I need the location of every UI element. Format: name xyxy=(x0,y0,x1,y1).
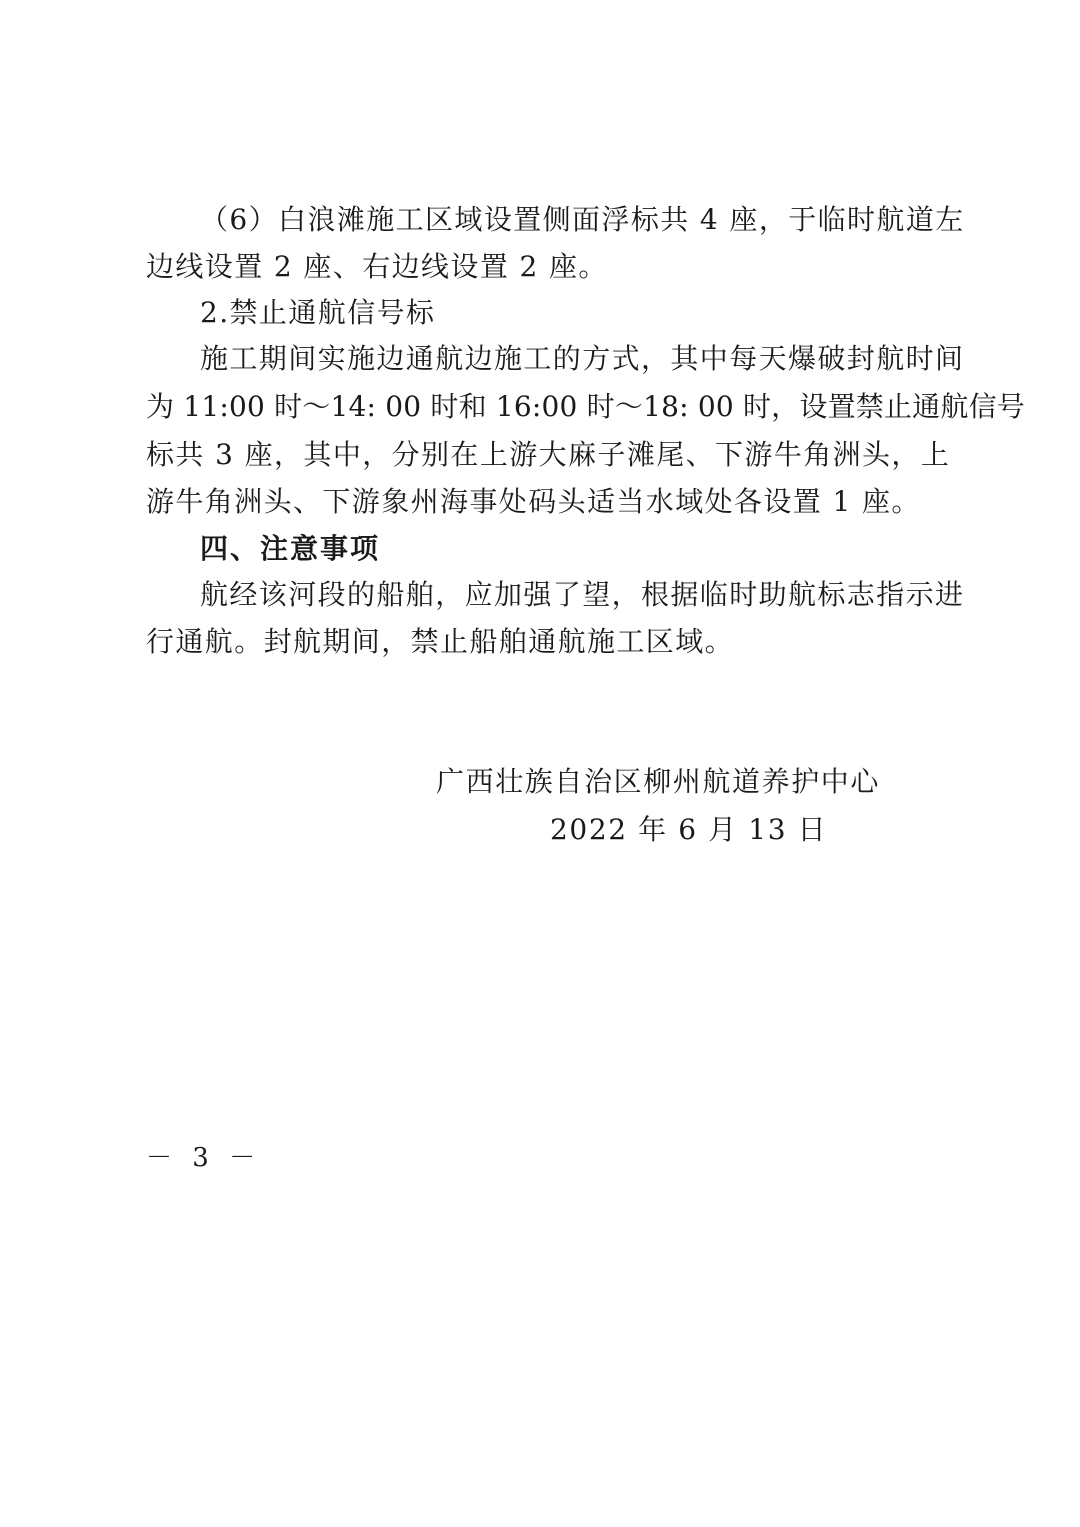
paragraph-line2: 为 11:00 时～14: 00 时和 16:00 时～18: 00 时，设置禁止通航信号 xyxy=(146,390,1025,423)
page-number: － 3 － xyxy=(146,1143,262,1173)
section-heading-notes: 四、注意事项 xyxy=(200,532,381,565)
paragraph-line1: 施工期间实施边通航边施工的方式，其中每天爆破封航时间 xyxy=(200,342,965,375)
paragraph-line3: 标共 3 座，其中，分别在上游大麻子滩尾、下游牛角洲头，上 xyxy=(146,438,951,471)
item6-line1: （6）白浪滩施工区域设置侧面浮标共 4 座，于临时航道左 xyxy=(200,203,965,236)
subheading-no-navigation-signal: 2.禁止通航信号标 xyxy=(200,296,436,329)
item6-line2: 边线设置 2 座、右边线设置 2 座。 xyxy=(146,250,608,283)
signature-date: 2022 年 6 月 13 日 xyxy=(550,813,828,846)
notice-line1: 航经该河段的船舶，应加强了望，根据临时助航标志指示进 xyxy=(200,578,965,611)
signature-organization: 广西壮族自治区柳州航道养护中心 xyxy=(436,765,881,798)
notice-line2: 行通航。封航期间，禁止船舶通航施工区域。 xyxy=(146,625,735,658)
paragraph-line4: 游牛角洲头、下游象州海事处码头适当水域处各设置 1 座。 xyxy=(146,485,921,518)
